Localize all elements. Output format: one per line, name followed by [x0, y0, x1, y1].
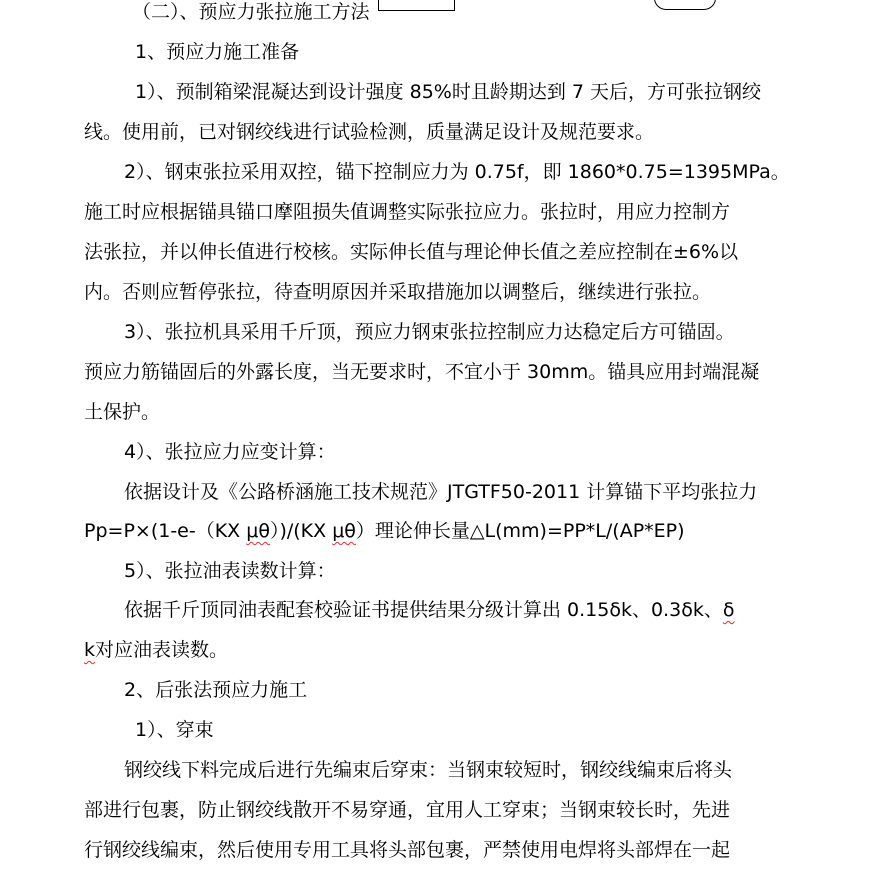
- paragraph-line: 施工时应根据锚具锚口摩阻损失值调整实际张拉应力。张拉时，用应力控制方: [84, 201, 731, 223]
- formula-part: ）)/(KX: [269, 520, 333, 542]
- paragraph-line: 线。使用前，已对钢绞线进行试验检测，质量满足设计及规范要求。: [84, 121, 655, 143]
- paragraph-text: 依据千斤顶同油表配套校验证书提供结果分级计算出 0.15δk、0.3δk、: [124, 599, 723, 621]
- paragraph-line: 2）、钢束张拉采用双控，锚下控制应力为 0.75f，即 1860*0.75=1395MPa。: [124, 161, 790, 183]
- symbol-k: k: [84, 639, 96, 661]
- paragraph-line: 1）、预制箱梁混凝达到设计强度 85%时且龄期达到 7 天后，方可张拉钢绞: [135, 81, 762, 103]
- paragraph-line: [124, 590, 734, 630]
- formula-line: [84, 511, 685, 551]
- paragraph-line: 土保护。: [84, 401, 161, 423]
- subsection-heading-4: 4）、张拉应力应变计算：: [124, 441, 336, 463]
- symbol-delta: δ: [722, 599, 735, 621]
- textbox-frame: [378, 0, 455, 11]
- subsection-heading-2: 2、后张法预应力施工: [124, 679, 308, 701]
- paragraph-text: 对应油表读数。: [95, 639, 229, 661]
- formula-symbol: μθ: [246, 520, 270, 542]
- formula-part: ）理论伸长量△L(mm)=PP*L/(AP*EP): [355, 520, 685, 542]
- paragraph-line: 行钢绞线编束，然后使用专用工具将头部包裹，严禁使用电焊将头部焊在一起: [84, 839, 731, 861]
- paragraph-line: 内。否则应暂停张拉，待查明原因并采取措施加以调整后，继续进行张拉。: [84, 281, 712, 303]
- formula-symbol: μθ: [332, 520, 356, 542]
- paragraph-line: 部进行包裹，防止钢绞线散开不易穿通，宜用人工穿束；当钢束较长时，先进: [84, 799, 731, 821]
- paragraph-line: 法张拉，并以伸长值进行校核。实际伸长值与理论伸长值之差应控制在±6%以: [84, 241, 739, 263]
- paragraph-line: 钢绞线下料完成后进行先编束后穿束：当钢束较短时，钢绞线编束后将头: [124, 759, 733, 781]
- section-heading: （二）、预应力张拉施工方法: [132, 1, 370, 23]
- rounded-shape: [654, 0, 716, 10]
- subsection-heading-5: 5）、张拉油表读数计算：: [124, 560, 336, 582]
- subsection-heading-threading: 1）、穿束: [135, 719, 214, 741]
- paragraph-line: 预应力筋锚固后的外露长度，当无要求时，不宜小于 30mm。锚具应用封端混凝: [84, 361, 760, 383]
- formula-part: Pp=P×(1-e-（KX: [84, 520, 247, 542]
- paragraph-line: [84, 630, 228, 670]
- paragraph-line: 依据设计及《公路桥涵施工技术规范》JTGTF50-2011 计算锚下平均张拉力: [124, 481, 758, 503]
- subsection-heading-1: 1、预应力施工准备: [135, 41, 300, 63]
- paragraph-line: 3）、张拉机具采用千斤顶，预应力钢束张拉控制应力达稳定后方可锚固。: [124, 321, 735, 343]
